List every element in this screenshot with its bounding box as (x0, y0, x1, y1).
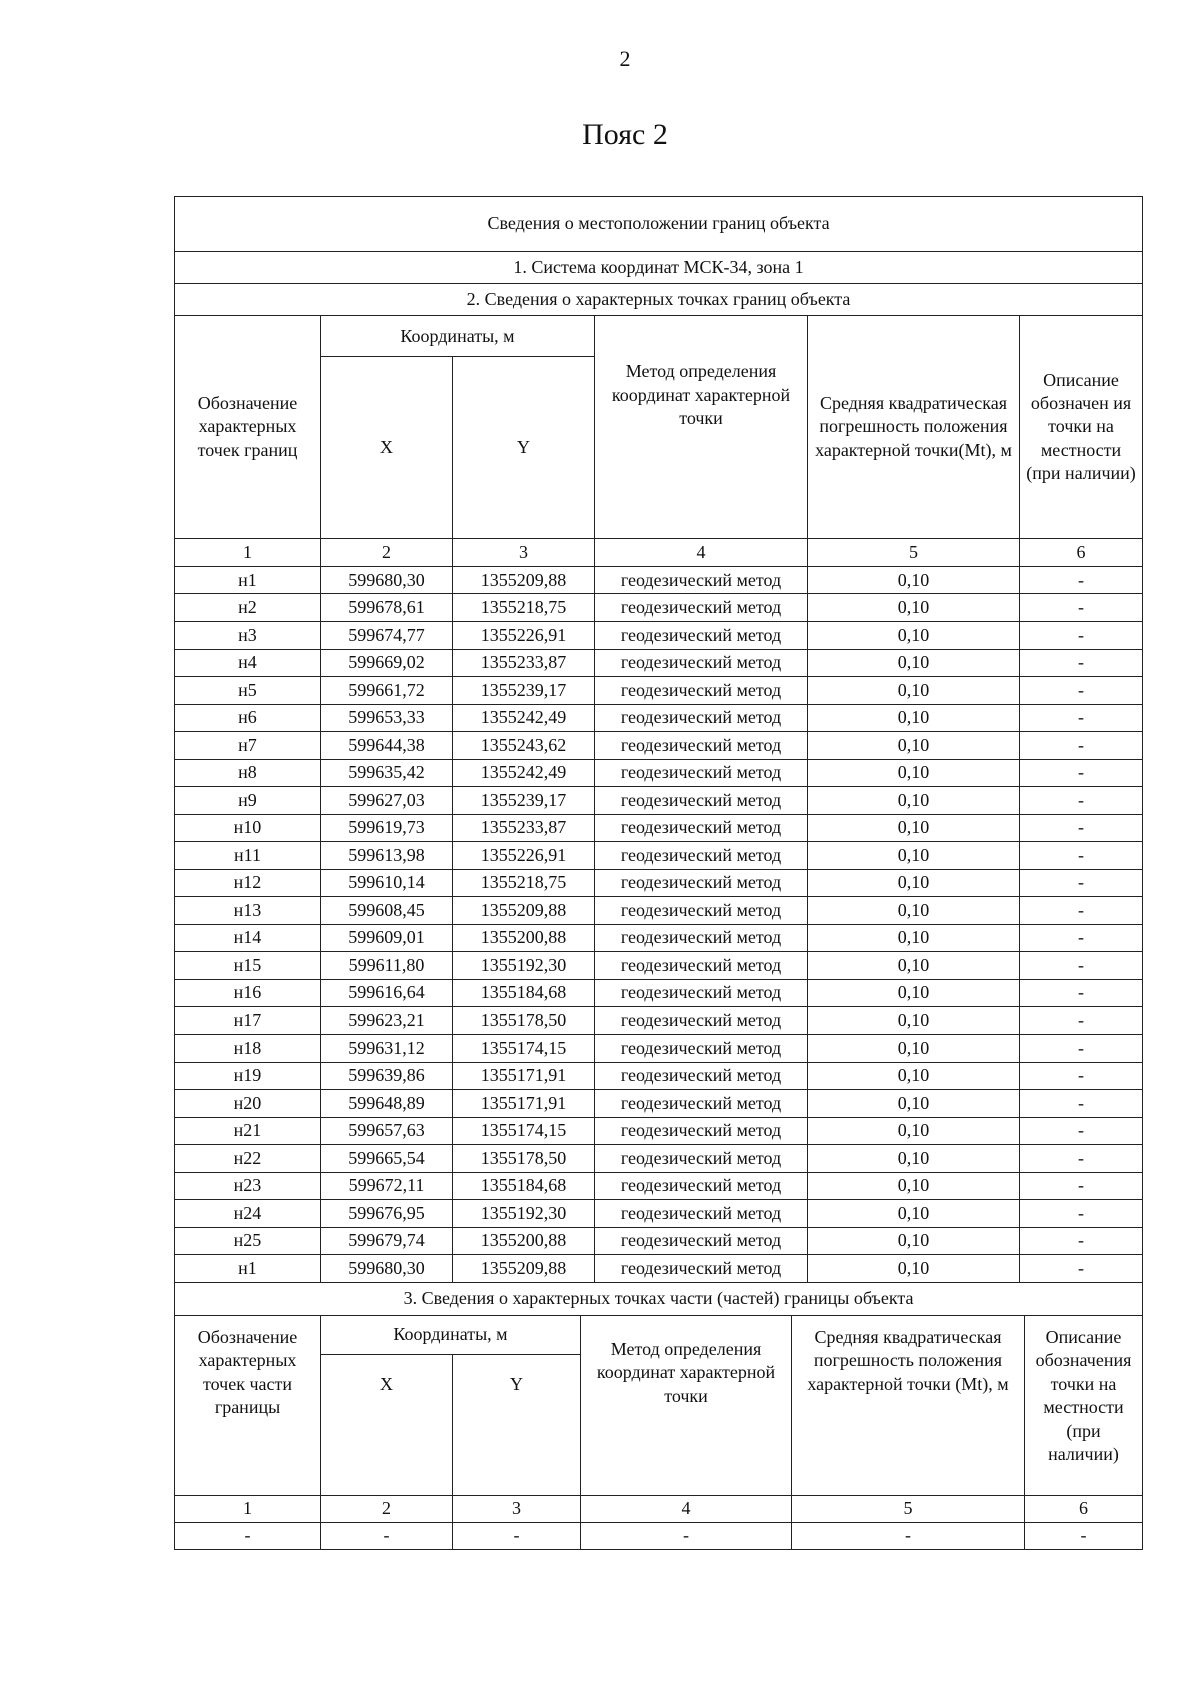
x-coord-cell: 599680,30 (321, 566, 453, 594)
error-cell: 0,10 (808, 842, 1020, 870)
page-number: 2 (619, 46, 631, 71)
method-cell: геодезический метод (595, 1117, 808, 1145)
y-coord-cell: - (453, 1523, 581, 1550)
table-row (175, 787, 1143, 815)
point-id-cell: н2 (175, 594, 321, 622)
table-row (175, 677, 1143, 705)
col-header-error: Средняя квадратическая погрешность положения характерной точки (Mt), м (792, 1316, 1025, 1496)
point-id-cell: н1 (175, 566, 321, 594)
method-cell: геодезический метод (595, 869, 808, 897)
description-cell: - (1020, 1145, 1143, 1173)
x-coord-cell: 599635,42 (321, 759, 453, 787)
column-number: 5 (792, 1496, 1025, 1523)
method-cell: геодезический метод (595, 1090, 808, 1118)
point-id-cell: н25 (175, 1227, 321, 1255)
x-coord-cell: 599657,63 (321, 1117, 453, 1145)
y-coord-cell: 1355226,91 (453, 842, 595, 870)
error-cell: 0,10 (808, 622, 1020, 650)
column-number: 2 (321, 538, 453, 566)
table-row (175, 759, 1143, 787)
point-id-cell: н16 (175, 979, 321, 1007)
boundary-points-table (174, 196, 1143, 1283)
column-number: 6 (1020, 538, 1143, 566)
method-cell: геодезический метод (595, 842, 808, 870)
error-cell: 0,10 (808, 594, 1020, 622)
table-row (175, 1007, 1143, 1035)
section-heading-points: 2. Сведения о характерных точках границ объекта (175, 284, 1143, 316)
error-cell: 0,10 (808, 1034, 1020, 1062)
section-heading-part-points: 3. Сведения о характерных точках части (частей) границы объекта (175, 1283, 1143, 1316)
boundary-points-rows (175, 566, 1143, 1282)
x-coord-cell: 599627,03 (321, 787, 453, 815)
column-number: 4 (595, 538, 808, 566)
error-cell: 0,10 (808, 732, 1020, 760)
error-cell: 0,10 (808, 952, 1020, 980)
x-coord-cell: 599679,74 (321, 1227, 453, 1255)
y-coord-cell: 1355171,91 (453, 1090, 595, 1118)
table-row (175, 1172, 1143, 1200)
error-cell: 0,10 (808, 1227, 1020, 1255)
part-boundary-points-rows (175, 1523, 1143, 1550)
y-coord-cell: 1355192,30 (453, 1200, 595, 1228)
y-coord-cell: 1355171,91 (453, 1062, 595, 1090)
point-id-cell: н20 (175, 1090, 321, 1118)
column-number: 3 (453, 1496, 581, 1523)
y-coord-cell: 1355192,30 (453, 952, 595, 980)
y-coord-cell: 1355209,88 (453, 566, 595, 594)
point-id-cell: н5 (175, 677, 321, 705)
table-row (175, 1090, 1143, 1118)
y-coord-cell: 1355209,88 (453, 1255, 595, 1283)
table-row (175, 814, 1143, 842)
point-id-cell: н12 (175, 869, 321, 897)
y-coord-cell: 1355226,91 (453, 622, 595, 650)
error-cell: 0,10 (808, 649, 1020, 677)
error-cell: 0,10 (808, 814, 1020, 842)
error-cell: 0,10 (808, 704, 1020, 732)
y-coord-cell: 1355218,75 (453, 594, 595, 622)
description-cell: - (1020, 924, 1143, 952)
col-header-error: Средняя квадратическая погрешность положения характерной точки(Mt), м (808, 316, 1020, 538)
y-coord-cell: 1355243,62 (453, 732, 595, 760)
y-coord-cell: 1355239,17 (453, 787, 595, 815)
point-id-cell: н4 (175, 649, 321, 677)
point-id-cell: н7 (175, 732, 321, 760)
table-row (175, 869, 1143, 897)
y-coord-cell: 1355233,87 (453, 814, 595, 842)
table-row (175, 842, 1143, 870)
description-cell: - (1020, 566, 1143, 594)
point-id-cell: н6 (175, 704, 321, 732)
method-cell: геодезический метод (595, 1227, 808, 1255)
point-id-cell: н10 (175, 814, 321, 842)
description-cell: - (1020, 1034, 1143, 1062)
point-id-cell: н17 (175, 1007, 321, 1035)
col-header-y: Y (453, 1355, 581, 1496)
point-id-cell: н22 (175, 1145, 321, 1173)
method-cell: геодезический метод (595, 704, 808, 732)
description-cell: - (1020, 952, 1143, 980)
column-number-row (175, 1496, 1143, 1523)
section-heading-location: Сведения о местоположении границ объекта (175, 197, 1143, 252)
description-cell: - (1025, 1523, 1143, 1550)
x-coord-cell: 599661,72 (321, 677, 453, 705)
col-header-point: Обозначение характерных точек части границы (175, 1316, 321, 1496)
col-header-desc: Описание обозначен ия точки на местности (при наличии) (1020, 316, 1143, 538)
point-id-cell: н1 (175, 1255, 321, 1283)
error-cell: 0,10 (808, 1117, 1020, 1145)
y-coord-cell: 1355184,68 (453, 1172, 595, 1200)
error-cell: 0,10 (808, 1255, 1020, 1283)
error-cell: 0,10 (808, 924, 1020, 952)
column-number: 6 (1025, 1496, 1143, 1523)
table-row (175, 566, 1143, 594)
table-row (175, 952, 1143, 980)
col-header-y: Y (453, 356, 595, 538)
x-coord-cell: 599639,86 (321, 1062, 453, 1090)
table-row (175, 897, 1143, 925)
point-id-cell: н19 (175, 1062, 321, 1090)
description-cell: - (1020, 1062, 1143, 1090)
method-cell: геодезический метод (595, 649, 808, 677)
y-coord-cell: 1355178,50 (453, 1145, 595, 1173)
section-heading-coordinate-system: 1. Система координат МСК-34, зона 1 (175, 252, 1143, 284)
document-tables (174, 196, 1142, 1550)
col-header-x: X (321, 356, 453, 538)
method-cell: геодезический метод (595, 1007, 808, 1035)
method-cell: геодезический метод (595, 677, 808, 705)
y-coord-cell: 1355209,88 (453, 897, 595, 925)
method-cell: геодезический метод (595, 1172, 808, 1200)
method-cell: геодезический метод (595, 566, 808, 594)
description-cell: - (1020, 594, 1143, 622)
method-cell: геодезический метод (595, 979, 808, 1007)
table-row (175, 1117, 1143, 1145)
table-row (175, 1034, 1143, 1062)
error-cell: 0,10 (808, 677, 1020, 705)
page-title: Пояс 2 (582, 118, 668, 151)
column-number: 5 (808, 538, 1020, 566)
description-cell: - (1020, 1117, 1143, 1145)
point-id-cell: - (175, 1523, 321, 1550)
point-id-cell: н18 (175, 1034, 321, 1062)
description-cell: - (1020, 732, 1143, 760)
point-id-cell: н9 (175, 787, 321, 815)
x-coord-cell: 599623,21 (321, 1007, 453, 1035)
method-cell: геодезический метод (595, 924, 808, 952)
method-cell: геодезический метод (595, 1200, 808, 1228)
point-id-cell: н24 (175, 1200, 321, 1228)
description-cell: - (1020, 622, 1143, 650)
point-id-cell: н21 (175, 1117, 321, 1145)
col-header-method: Метод определения координат характерной точки (595, 316, 808, 538)
description-cell: - (1020, 787, 1143, 815)
error-cell: 0,10 (808, 566, 1020, 594)
table-row (175, 1227, 1143, 1255)
description-cell: - (1020, 1200, 1143, 1228)
description-cell: - (1020, 842, 1143, 870)
x-coord-cell: 599609,01 (321, 924, 453, 952)
y-coord-cell: 1355200,88 (453, 924, 595, 952)
y-coord-cell: 1355174,15 (453, 1117, 595, 1145)
point-id-cell: н14 (175, 924, 321, 952)
method-cell: геодезический метод (595, 622, 808, 650)
method-cell: геодезический метод (595, 952, 808, 980)
description-cell: - (1020, 1255, 1143, 1283)
x-coord-cell: 599676,95 (321, 1200, 453, 1228)
table-row (175, 1200, 1143, 1228)
y-coord-cell: 1355200,88 (453, 1227, 595, 1255)
table-row (175, 1145, 1143, 1173)
x-coord-cell: 599644,38 (321, 732, 453, 760)
table-row (175, 924, 1143, 952)
error-cell: 0,10 (808, 1062, 1020, 1090)
error-cell: 0,10 (808, 869, 1020, 897)
point-id-cell: н15 (175, 952, 321, 980)
method-cell: геодезический метод (595, 1034, 808, 1062)
point-id-cell: н23 (175, 1172, 321, 1200)
point-id-cell: н3 (175, 622, 321, 650)
method-cell: геодезический метод (595, 1255, 808, 1283)
col-header-coords: Координаты, м (321, 316, 595, 357)
description-cell: - (1020, 897, 1143, 925)
error-cell: 0,10 (808, 979, 1020, 1007)
error-cell: 0,10 (808, 787, 1020, 815)
y-coord-cell: 1355242,49 (453, 759, 595, 787)
x-coord-cell: 599678,61 (321, 594, 453, 622)
y-coord-cell: 1355218,75 (453, 869, 595, 897)
error-cell: 0,10 (808, 1007, 1020, 1035)
y-coord-cell: 1355184,68 (453, 979, 595, 1007)
error-cell: - (792, 1523, 1025, 1550)
description-cell: - (1020, 869, 1143, 897)
method-cell: геодезический метод (595, 732, 808, 760)
x-coord-cell: 599669,02 (321, 649, 453, 677)
column-number-row (175, 538, 1143, 566)
error-cell: 0,10 (808, 1090, 1020, 1118)
point-id-cell: н11 (175, 842, 321, 870)
table-row (175, 704, 1143, 732)
x-coord-cell: - (321, 1523, 453, 1550)
x-coord-cell: 599608,45 (321, 897, 453, 925)
x-coord-cell: 599616,64 (321, 979, 453, 1007)
y-coord-cell: 1355233,87 (453, 649, 595, 677)
column-number: 3 (453, 538, 595, 566)
col-header-x: X (321, 1355, 453, 1496)
y-coord-cell: 1355174,15 (453, 1034, 595, 1062)
x-coord-cell: 599672,11 (321, 1172, 453, 1200)
description-cell: - (1020, 814, 1143, 842)
x-coord-cell: 599619,73 (321, 814, 453, 842)
description-cell: - (1020, 1090, 1143, 1118)
x-coord-cell: 599653,33 (321, 704, 453, 732)
error-cell: 0,10 (808, 1172, 1020, 1200)
table-row (175, 594, 1143, 622)
x-coord-cell: 599631,12 (321, 1034, 453, 1062)
column-number: 2 (321, 1496, 453, 1523)
method-cell: геодезический метод (595, 1145, 808, 1173)
table-row (175, 979, 1143, 1007)
col-header-coords: Координаты, м (321, 1316, 581, 1355)
x-coord-cell: 599680,30 (321, 1255, 453, 1283)
x-coord-cell: 599610,14 (321, 869, 453, 897)
table-row (175, 649, 1143, 677)
description-cell: - (1020, 1227, 1143, 1255)
part-boundary-points-table (174, 1283, 1143, 1550)
x-coord-cell: 599611,80 (321, 952, 453, 980)
method-cell: геодезический метод (595, 787, 808, 815)
y-coord-cell: 1355239,17 (453, 677, 595, 705)
table-row (175, 1523, 1143, 1550)
description-cell: - (1020, 979, 1143, 1007)
table-row (175, 1255, 1143, 1283)
column-number: 4 (581, 1496, 792, 1523)
x-coord-cell: 599674,77 (321, 622, 453, 650)
table-row (175, 732, 1143, 760)
method-cell: - (581, 1523, 792, 1550)
method-cell: геодезический метод (595, 897, 808, 925)
method-cell: геодезический метод (595, 814, 808, 842)
table-row (175, 1062, 1143, 1090)
x-coord-cell: 599613,98 (321, 842, 453, 870)
method-cell: геодезический метод (595, 1062, 808, 1090)
description-cell: - (1020, 1172, 1143, 1200)
description-cell: - (1020, 704, 1143, 732)
point-id-cell: н13 (175, 897, 321, 925)
x-coord-cell: 599665,54 (321, 1145, 453, 1173)
description-cell: - (1020, 649, 1143, 677)
y-coord-cell: 1355242,49 (453, 704, 595, 732)
error-cell: 0,10 (808, 1145, 1020, 1173)
error-cell: 0,10 (808, 1200, 1020, 1228)
col-header-method: Метод определения координат характерной точки (581, 1316, 792, 1496)
column-number: 1 (175, 1496, 321, 1523)
error-cell: 0,10 (808, 897, 1020, 925)
description-cell: - (1020, 759, 1143, 787)
method-cell: геодезический метод (595, 594, 808, 622)
x-coord-cell: 599648,89 (321, 1090, 453, 1118)
column-number: 1 (175, 538, 321, 566)
description-cell: - (1020, 677, 1143, 705)
error-cell: 0,10 (808, 759, 1020, 787)
method-cell: геодезический метод (595, 759, 808, 787)
point-id-cell: н8 (175, 759, 321, 787)
table-row (175, 622, 1143, 650)
col-header-desc: Описание обозначения точки на местности (при наличии) (1025, 1316, 1143, 1496)
y-coord-cell: 1355178,50 (453, 1007, 595, 1035)
description-cell: - (1020, 1007, 1143, 1035)
col-header-point: Обозначение характерных точек границ (175, 316, 321, 538)
